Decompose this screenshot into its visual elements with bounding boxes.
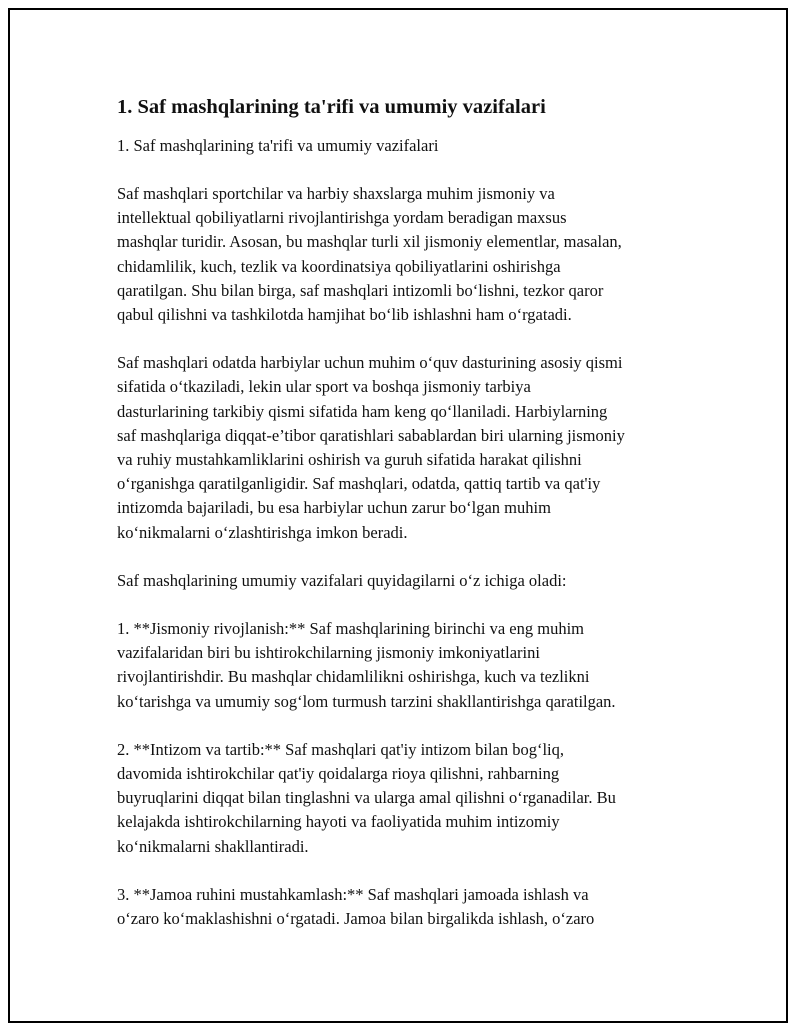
text-line: vazifalaridan biri bu ishtirokchilarning jismoniy imkoniyatlarini (117, 643, 540, 663)
text-line: 3. **Jamoa ruhini mustahkamlash:** Saf mashqlari jamoada ishlash va (117, 884, 589, 904)
paragraph-list (117, 182, 697, 931)
text-line: kelajakda ishtirokchilarning hayoti va faoliyatida muhim intizomiy (117, 812, 560, 832)
text-line: saf mashqlariga diqqat-e’tibor qaratishlari sabablardan biri ularning jismoniy (117, 425, 625, 445)
text-line: dasturlarining tarkibiy qismi sifatida ham keng qo‘llaniladi. Harbiylarning (117, 401, 608, 421)
text-line: intellektual qobiliyatlarni rivojlantirishga yordam beradigan maxsus (117, 208, 567, 228)
text-line: davomida ishtirokchilar qat'iy qoidalarga rioya qilishni, rahbarning (117, 764, 560, 784)
text-line: 2. **Intizom va tartib:** Saf mashqlari qat'iy intizom bilan bog‘liq, (117, 739, 565, 759)
text-line: qabul qilishni va tashkilotda hamjihat bo‘lib ishlashni ham o‘rgatadi. (117, 305, 572, 325)
text-line: Saf mashqlari odatda harbiylar uchun muhim o‘quv dasturining asosiy qismi (117, 353, 623, 373)
text-line: ko‘nikmalarni o‘zlashtirishga imkon beradi. (117, 522, 408, 542)
paragraph (117, 569, 697, 593)
paragraph (117, 883, 697, 931)
text-line: Saf mashqlari sportchilar va harbiy shaxslarga muhim jismoniy va (117, 184, 555, 203)
text-line: buyruqlarini diqqat bilan tinglashni va ularga amal qilishni o‘rganadilar. Bu (117, 788, 616, 808)
text-line: chidamlilik, kuch, tezlik va koordinatsiya qobiliyatlarini oshirishga (117, 256, 561, 276)
text-line: ko‘nikmalarni shakllantiradi. (117, 836, 309, 856)
text-line: o‘zaro ko‘maklashishni o‘rgatadi. Jamoa bilan birgalikda ishlash, o‘zaro (117, 909, 595, 929)
text-line: Saf mashqlarining umumiy vazifalari quyidagilarni o‘z ichiga oladi: (117, 570, 567, 590)
document-body (117, 94, 697, 955)
paragraph (117, 351, 697, 545)
paragraph (117, 617, 697, 714)
text-line: sifatida o‘tkaziladi, lekin ular sport va boshqa jismoniy tarbiya (117, 377, 531, 397)
text-line: 1. **Jismoniy rivojlanish:** Saf mashqlarining birinchi va eng muhim (117, 619, 584, 639)
text-line: rivojlantirishdir. Bu mashqlar chidamlilikni oshirishga, kuch va tezlikni (117, 667, 590, 687)
paragraph (117, 182, 697, 327)
text-line: ko‘tarishga va umumiy sog‘lom turmush tarzini shakllantirishga qaratilgan. (117, 691, 616, 711)
document-title: 1. Saf mashqlarining ta'rifi va umumiy vazifalari (117, 96, 546, 118)
paragraph (117, 738, 697, 859)
text-line: intizomda bajariladi, bu esa harbiylar uchun zarur bo‘lgan muhim (117, 498, 551, 518)
section-heading: 1. Saf mashqlarining ta'rifi va umumiy vazifalari (117, 136, 439, 155)
text-line: qaratilgan. Shu bilan birga, saf mashqlari intizomli bo‘lishni, tezkor qaror (117, 280, 604, 300)
text-line: mashqlar turidir. Asosan, bu mashqlar turli xil jismoniy elementlar, masalan, (117, 232, 622, 252)
text-line: o‘rganishga qaratilganligidir. Saf mashqlari, odatda, qattiq tartib va qat'iy (117, 474, 601, 494)
text-line: va ruhiy mustahkamliklarini oshirish va guruh sifatida harakat qilishni (117, 450, 582, 470)
